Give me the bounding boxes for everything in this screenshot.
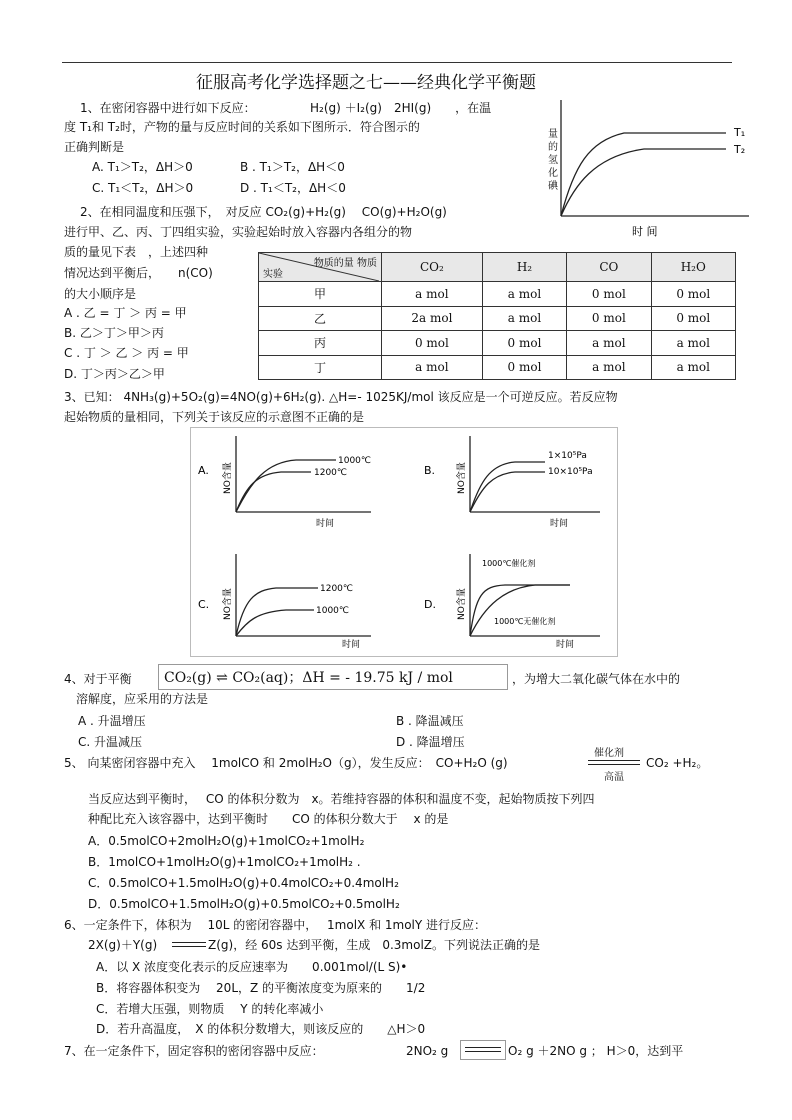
table-row — [259, 282, 736, 307]
q3-b-label: B. — [424, 464, 436, 477]
q3-c-top: 1200℃ — [320, 584, 354, 594]
q2-line3: 质的量见下表 ，上述四种 — [64, 245, 209, 259]
table-row-name: 乙 — [259, 306, 382, 331]
table-row-name: 丁 — [259, 355, 382, 380]
table-cell: a mol — [382, 282, 483, 307]
q2-option-c: C . 丁 ＞ 乙 ＞ 丙 = 甲 — [64, 346, 189, 360]
q3-d-ylabel: NO含量 — [457, 588, 467, 620]
table-cell: 0 mol — [567, 306, 651, 331]
q1-line1b: H₂(g) ＋I₂(g) 2HI(g) ，在温 — [310, 101, 492, 115]
q3-graph-d — [410, 550, 610, 650]
q6-equilibrium-arrow — [172, 941, 206, 949]
q1-option-c: C. T₁＜T₂，ΔH＞0 — [92, 181, 194, 195]
table-cell: a mol — [382, 355, 483, 380]
q4-option-d: D . 降温增压 — [396, 735, 465, 749]
q3-graph-b — [410, 432, 610, 532]
q3-d-label: D. — [424, 598, 436, 611]
table-header-top: 物质的量 物质 — [313, 258, 377, 269]
q3-a-bottom: 1200℃ — [314, 468, 348, 478]
q1-y-label: 量的氢化碘 — [548, 129, 558, 192]
q6-line2a: 2X(g)＋Y(g) — [88, 938, 158, 952]
table-header-bottom: 实验 — [263, 269, 283, 280]
table-cell: a mol — [651, 355, 735, 380]
q3-a-ylabel: NO含量 — [223, 462, 233, 494]
q1-curve-t1: T₁ — [734, 126, 746, 139]
q2-option-b: B. 乙＞丁＞甲＞丙 — [64, 326, 164, 340]
table-col-header: CO — [567, 253, 651, 282]
page-title: 征服高考化学选择题之七——经典化学平衡题 — [196, 73, 536, 93]
q6-option-b: B．将容器体积变为 20L，Z 的平衡浓度变为原来的 1/2 — [96, 981, 426, 995]
q7-arrow-box — [460, 1040, 506, 1060]
table-cell: a mol — [482, 306, 566, 331]
table-cell: 2a mol — [382, 306, 483, 331]
q2-option-a: A . 乙 = 丁 ＞ 丙 = 甲 — [64, 306, 187, 320]
table-cell: 0 mol — [651, 282, 735, 307]
table-cell: a mol — [482, 282, 566, 307]
q3-c-xlabel: 时间 — [342, 640, 361, 650]
q5-option-c: C．0.5molCO+1.5molH₂O(g)+0.4molCO₂+0.4molH₂ — [88, 876, 399, 890]
table-row — [259, 355, 736, 380]
table-cell: 0 mol — [382, 331, 483, 356]
q4-option-b: B . 降温减压 — [396, 714, 464, 728]
table-row-name: 甲 — [259, 282, 382, 307]
q3-c-label: C. — [198, 598, 210, 611]
q5-equilibrium-arrow — [588, 759, 640, 767]
q2-option-d: D. 丁＞丙＞乙＞甲 — [64, 367, 165, 381]
q3-d-bottom: 1000℃无催化剂 — [494, 617, 556, 626]
table-corner — [259, 253, 382, 282]
table-cell: 0 mol — [482, 331, 566, 356]
q6-line2b: Z(g)，经 60s 达到平衡，生成 0.3molZ。下列说法正确的是 — [208, 938, 541, 952]
q1-line2: 度 T₁和 T₂时，产物的量与反应时间的关系如下图所示．符合图示的 — [64, 120, 420, 134]
q5-option-d: D．0.5molCO+1.5molH₂O(g)+0.5molCO₂+0.5molH₂ — [88, 897, 400, 911]
q3-a-top: 1000℃ — [338, 456, 372, 466]
q3-d-xlabel: 时间 — [556, 640, 575, 650]
table-row — [259, 306, 736, 331]
q2-table — [258, 252, 736, 380]
q5-option-a: A．0.5molCO+2molH₂O(g)+1molCO₂+1molH₂ — [88, 834, 365, 848]
table-row — [259, 331, 736, 356]
q3-graph-c — [196, 550, 396, 650]
q4-post: ，为增大二氧化碳气体在水中的 — [512, 672, 681, 686]
q1-line1a: 1、在密闭容器中进行如下反应： — [80, 101, 256, 115]
q5-catalyst-label: 催化剂 — [594, 748, 624, 759]
q5-line2: 当反应达到平衡时， CO 的体积分数为 x。若维持容器的体积和温度不变，起始物质按下列四 — [88, 792, 595, 806]
q2-line4: 情况达到平衡后， n(CO) — [64, 266, 213, 280]
q1-graph — [544, 96, 756, 242]
table-cell: a mol — [567, 331, 651, 356]
table-cell: a mol — [567, 355, 651, 380]
q7-line1a: 7、在一定条件下，固定容积的密闭容器中反应： — [64, 1044, 324, 1058]
q3-a-xlabel: 时间 — [316, 519, 335, 529]
q1-option-d: D . T₁＜T₂，ΔH＜0 — [240, 181, 346, 195]
q3-b-xlabel: 时间 — [550, 519, 569, 529]
q3-d-top: 1000℃催化剂 — [482, 559, 536, 568]
q6-option-c: C．若增大压强，则物质 Y 的转化率减小 — [96, 1002, 324, 1016]
q4-option-c: C. 升温减压 — [78, 735, 143, 749]
q3-b-top: 1×10⁵Pa — [548, 451, 587, 461]
q6-option-a: A．以 X 浓度变化表示的反应速率为 0.001mol/(L S)• — [96, 960, 408, 974]
q3-a-label: A. — [198, 464, 209, 477]
q4-pre: 4、对于平衡 — [64, 672, 132, 686]
q5-line1b: CO₂ +H₂。 — [646, 756, 709, 770]
q2-line1: 2、在相同温度和压强下， 对反应 CO₂(g)+H₂(g) CO(g)+H₂O(g) — [80, 205, 447, 219]
table-cell: 0 mol — [567, 282, 651, 307]
q2-line2: 进行甲、乙、丙、丁四组实验，实验起始时放入容器内各组分的物 — [64, 225, 413, 239]
table-cell: 0 mol — [651, 306, 735, 331]
table-col-header: H₂O — [651, 253, 735, 282]
q4-line2: 溶解度，应采用的方法是 — [76, 692, 209, 706]
q6-option-d: D．若升高温度， X 的体积分数增大，则该反应的 △H＞0 — [96, 1022, 426, 1036]
q3-c-bottom: 1000℃ — [316, 606, 350, 616]
table-col-header: CO₂ — [382, 253, 483, 282]
q5-option-b: B．1molCO+1molH₂O(g)+1molCO₂+1molH₂ . — [88, 855, 361, 869]
q3-b-bottom: 10×10⁵Pa — [548, 467, 593, 477]
q3-b-ylabel: NO含量 — [457, 462, 467, 494]
q4-equation: CO₂(g) ⇌ CO₂(aq)；ΔH = - 19.75 kJ / mol — [164, 670, 453, 686]
table-cell: 0 mol — [482, 355, 566, 380]
table-row-name: 丙 — [259, 331, 382, 356]
q1-option-a: A. T₁＞T₂，ΔH＞0 — [92, 160, 193, 174]
q3-line1: 3、已知： 4NH₃(g)+5O₂(g)=4NO(g)+6H₂(g). △H=- 1025KJ/mol 该反应是一个可逆反应。若反应物 — [64, 390, 618, 404]
q3-c-ylabel: NO含量 — [223, 588, 233, 620]
q5-line1: 5、 向某密闭容器中充入 1molCO 和 2molH₂O（g），发生反应： CO+H₂O (g) — [64, 756, 508, 770]
q5-line3: 种配比充入该容器中，达到平衡时 CO 的体积分数大于 x 的是 — [88, 812, 449, 826]
q6-line1: 6、一定条件下，体积为 10L 的密闭容器中， 1molX 和 1molY 进行反应： — [64, 918, 487, 932]
q3-line2: 起始物质的量相同，下列关于该反应的示意图不正确的是 — [64, 410, 365, 424]
table-header-row — [259, 253, 736, 282]
q1-line3: 正确判断是 — [64, 140, 125, 154]
header-rule — [62, 62, 732, 63]
q1-x-label: 时 间 — [632, 225, 658, 238]
q1-option-b: B . T₁＞T₂，ΔH＜0 — [240, 160, 345, 174]
q4-option-a: A . 升温增压 — [78, 714, 146, 728]
q7-line1b: 2NO₂ g — [406, 1044, 449, 1058]
q1-curve-t2: T₂ — [734, 143, 746, 156]
q3-graph-a — [196, 432, 396, 532]
q5-temperature-label: 高温 — [604, 772, 624, 783]
table-cell: a mol — [651, 331, 735, 356]
q7-line1c: O₂ g ＋2NO g ； H＞0，达到平 — [508, 1044, 684, 1058]
q2-line5: 的大小顺序是 — [64, 287, 137, 301]
table-col-header: H₂ — [482, 253, 566, 282]
